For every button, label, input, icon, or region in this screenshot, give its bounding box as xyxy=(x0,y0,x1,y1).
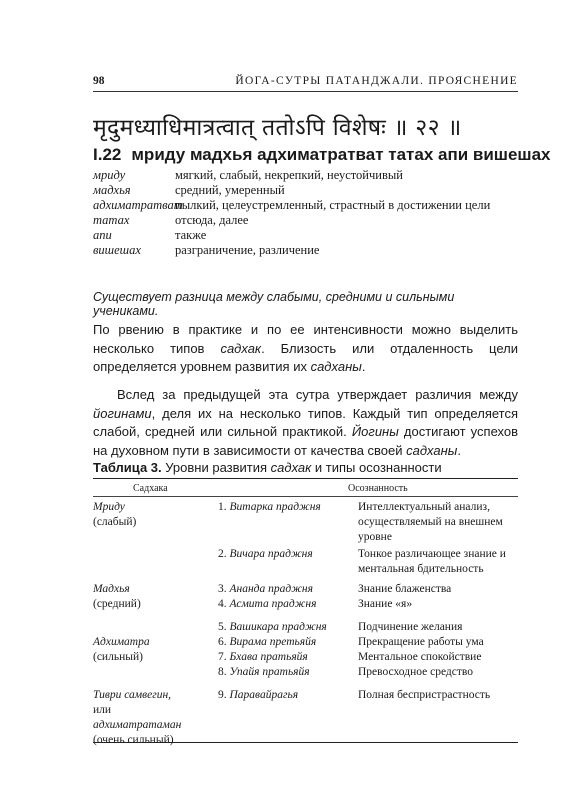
sadhaka-type xyxy=(93,635,203,665)
glossary-term: мадхья xyxy=(93,183,131,197)
glossary-row xyxy=(93,243,518,258)
glossary-definition: пылкий, целеустремленный, страстный в достижении цели xyxy=(175,198,491,212)
glossary-term: вишешах xyxy=(93,243,141,257)
item-number: 9. xyxy=(218,689,230,701)
item-label: Вичара праджня xyxy=(229,548,313,560)
italic-term: садхак xyxy=(270,460,312,475)
item-description: Подчинение желания xyxy=(358,621,463,633)
item-number: 1. xyxy=(218,501,230,513)
sadhaka-type xyxy=(93,688,203,748)
item-label: Вирама претьяйя xyxy=(229,636,317,648)
item-number: 4. xyxy=(218,598,230,610)
item-description: Ментальное спокойствие xyxy=(358,651,482,663)
item-description: Полная беспристрастность xyxy=(358,689,491,701)
item-number: 5. xyxy=(218,621,230,633)
awareness-item xyxy=(218,547,353,562)
sutra-heading xyxy=(93,145,551,165)
glossary-row xyxy=(93,198,518,213)
item-number: 7. xyxy=(218,651,230,663)
glossary-term: адхиматратват xyxy=(93,198,183,212)
item-number: 3. xyxy=(218,583,230,595)
glossary-row xyxy=(93,228,518,243)
item-label: Вашикара праджня xyxy=(229,621,327,633)
awareness-item xyxy=(218,500,353,515)
item-label: Бхава пратьяйя xyxy=(229,651,308,663)
awareness-item xyxy=(218,650,353,665)
glossary-definition: средний, умеренный xyxy=(175,183,285,197)
awareness-item xyxy=(218,582,353,597)
sutra-devanagari: मृदुमध्याधिमात्रत्वात् ततोऽपि विशेषः ॥ २२ ॥ xyxy=(93,115,462,141)
item-description: Интеллектуальный анализ, осуществляемый на внешнем уровне xyxy=(358,501,503,543)
item-number: 6. xyxy=(218,636,230,648)
text-run: Уровни развития xyxy=(161,460,271,475)
sadhaka-type xyxy=(93,582,203,612)
awareness-item xyxy=(218,635,353,650)
item-number: 8. xyxy=(218,666,230,678)
item-description: Тонкое различающее знание и ментальная бдительность xyxy=(358,548,506,575)
running-title: ЙОГА-СУТРЫ ПАТАНДЖАЛИ. ПРОЯСНЕНИЕ xyxy=(235,75,518,87)
header-rule xyxy=(93,91,518,92)
table-caption xyxy=(93,460,442,475)
text-run: . xyxy=(457,442,461,458)
table-label: Таблица 3. xyxy=(93,460,162,475)
awareness-item xyxy=(218,620,353,635)
glossary-term: татах xyxy=(93,213,130,227)
awareness-levels-table xyxy=(93,478,518,746)
commentary-paragraph xyxy=(93,321,518,377)
item-description: Знание блаженства xyxy=(358,583,452,595)
text-run: . xyxy=(361,359,366,374)
page-number: 98 xyxy=(93,75,105,87)
text-run: . Близость или отдаленность цели определяется уровнем развития их xyxy=(93,340,519,374)
glossary-term: мриду xyxy=(93,168,126,182)
sadhaka-note: (очень сильный) xyxy=(93,734,174,746)
sutra-translation: Существует разница между слабыми, средними и сильными учениками. xyxy=(93,290,455,318)
sadhaka-name: Адхиматра xyxy=(93,636,150,648)
item-description: Знание «я» xyxy=(358,598,413,610)
column-header-awareness: Осознанность xyxy=(348,483,408,494)
sadhaka-note: (сильный) xyxy=(93,651,143,663)
glossary-term: апи xyxy=(93,228,112,242)
item-description: Превосходное средство xyxy=(358,666,473,678)
sadhaka-note: (средний) xyxy=(93,598,141,610)
sadhaka-type xyxy=(93,500,203,530)
italic-term: садханы xyxy=(406,442,458,458)
italic-term: садханы xyxy=(310,359,362,374)
glossary-definition: также xyxy=(175,228,207,242)
table-bottom-rule xyxy=(93,742,518,743)
sadhaka-name: Мриду xyxy=(93,501,125,513)
item-label: Витарка праджня xyxy=(229,501,321,513)
text-run: и типы осознанности xyxy=(311,460,442,475)
awareness-item xyxy=(218,688,353,703)
glossary-row xyxy=(93,213,518,228)
text-run: По рвению в практике и по ее интенсивности можно выделить несколько типов xyxy=(93,322,518,356)
text-run: , деля их на несколько типов. Каждый тип определяется слабой, средней или сильной практикой. xyxy=(93,405,518,439)
glossary-definition: отсюда, далее xyxy=(175,213,249,227)
item-label: Асмита праджня xyxy=(229,598,317,610)
sadhaka-name-alt: адхиматратаман xyxy=(93,719,182,731)
italic-term: садхак xyxy=(220,340,262,356)
glossary-row xyxy=(93,168,518,183)
glossary-definition: мягкий, слабый, некрепкий, неустойчивый xyxy=(175,168,403,182)
awareness-item xyxy=(218,665,353,680)
item-number: 2. xyxy=(218,548,230,560)
column-header-sadhaka: Садхака xyxy=(133,483,168,494)
item-label: Паравайрагья xyxy=(229,689,299,701)
text-run: достигают успехов на духовном пути в зависимости от качества своей xyxy=(93,424,519,458)
item-label: Упайя пратьяйя xyxy=(229,666,310,678)
italic-term: Йогины xyxy=(351,424,399,439)
sadhaka-name: Мадхья xyxy=(93,583,130,595)
word-glossary xyxy=(93,168,518,258)
sutra-transliteration: мриду мадхья адхиматратват татах апи вишешах xyxy=(131,145,551,164)
table-header-rule xyxy=(93,496,518,497)
item-label: Ананда праджня xyxy=(229,583,313,595)
sutra-number: I.22 xyxy=(93,145,122,164)
awareness-item xyxy=(218,597,353,612)
running-header xyxy=(93,75,518,89)
italic-term: йогинами xyxy=(93,405,152,421)
glossary-row xyxy=(93,183,518,198)
glossary-definition: разграничение, различение xyxy=(175,243,320,257)
sadhaka-name-connector: или xyxy=(93,704,112,716)
sadhaka-name: Тиври самвегин, xyxy=(93,689,172,701)
table-top-rule xyxy=(93,478,518,479)
commentary-paragraph xyxy=(93,386,518,460)
text-run: Вслед за предыдущей эта сутра утверждает различия между xyxy=(117,387,518,402)
item-description: Прекращение работы ума xyxy=(358,636,484,648)
sadhaka-note: (слабый) xyxy=(93,516,137,528)
